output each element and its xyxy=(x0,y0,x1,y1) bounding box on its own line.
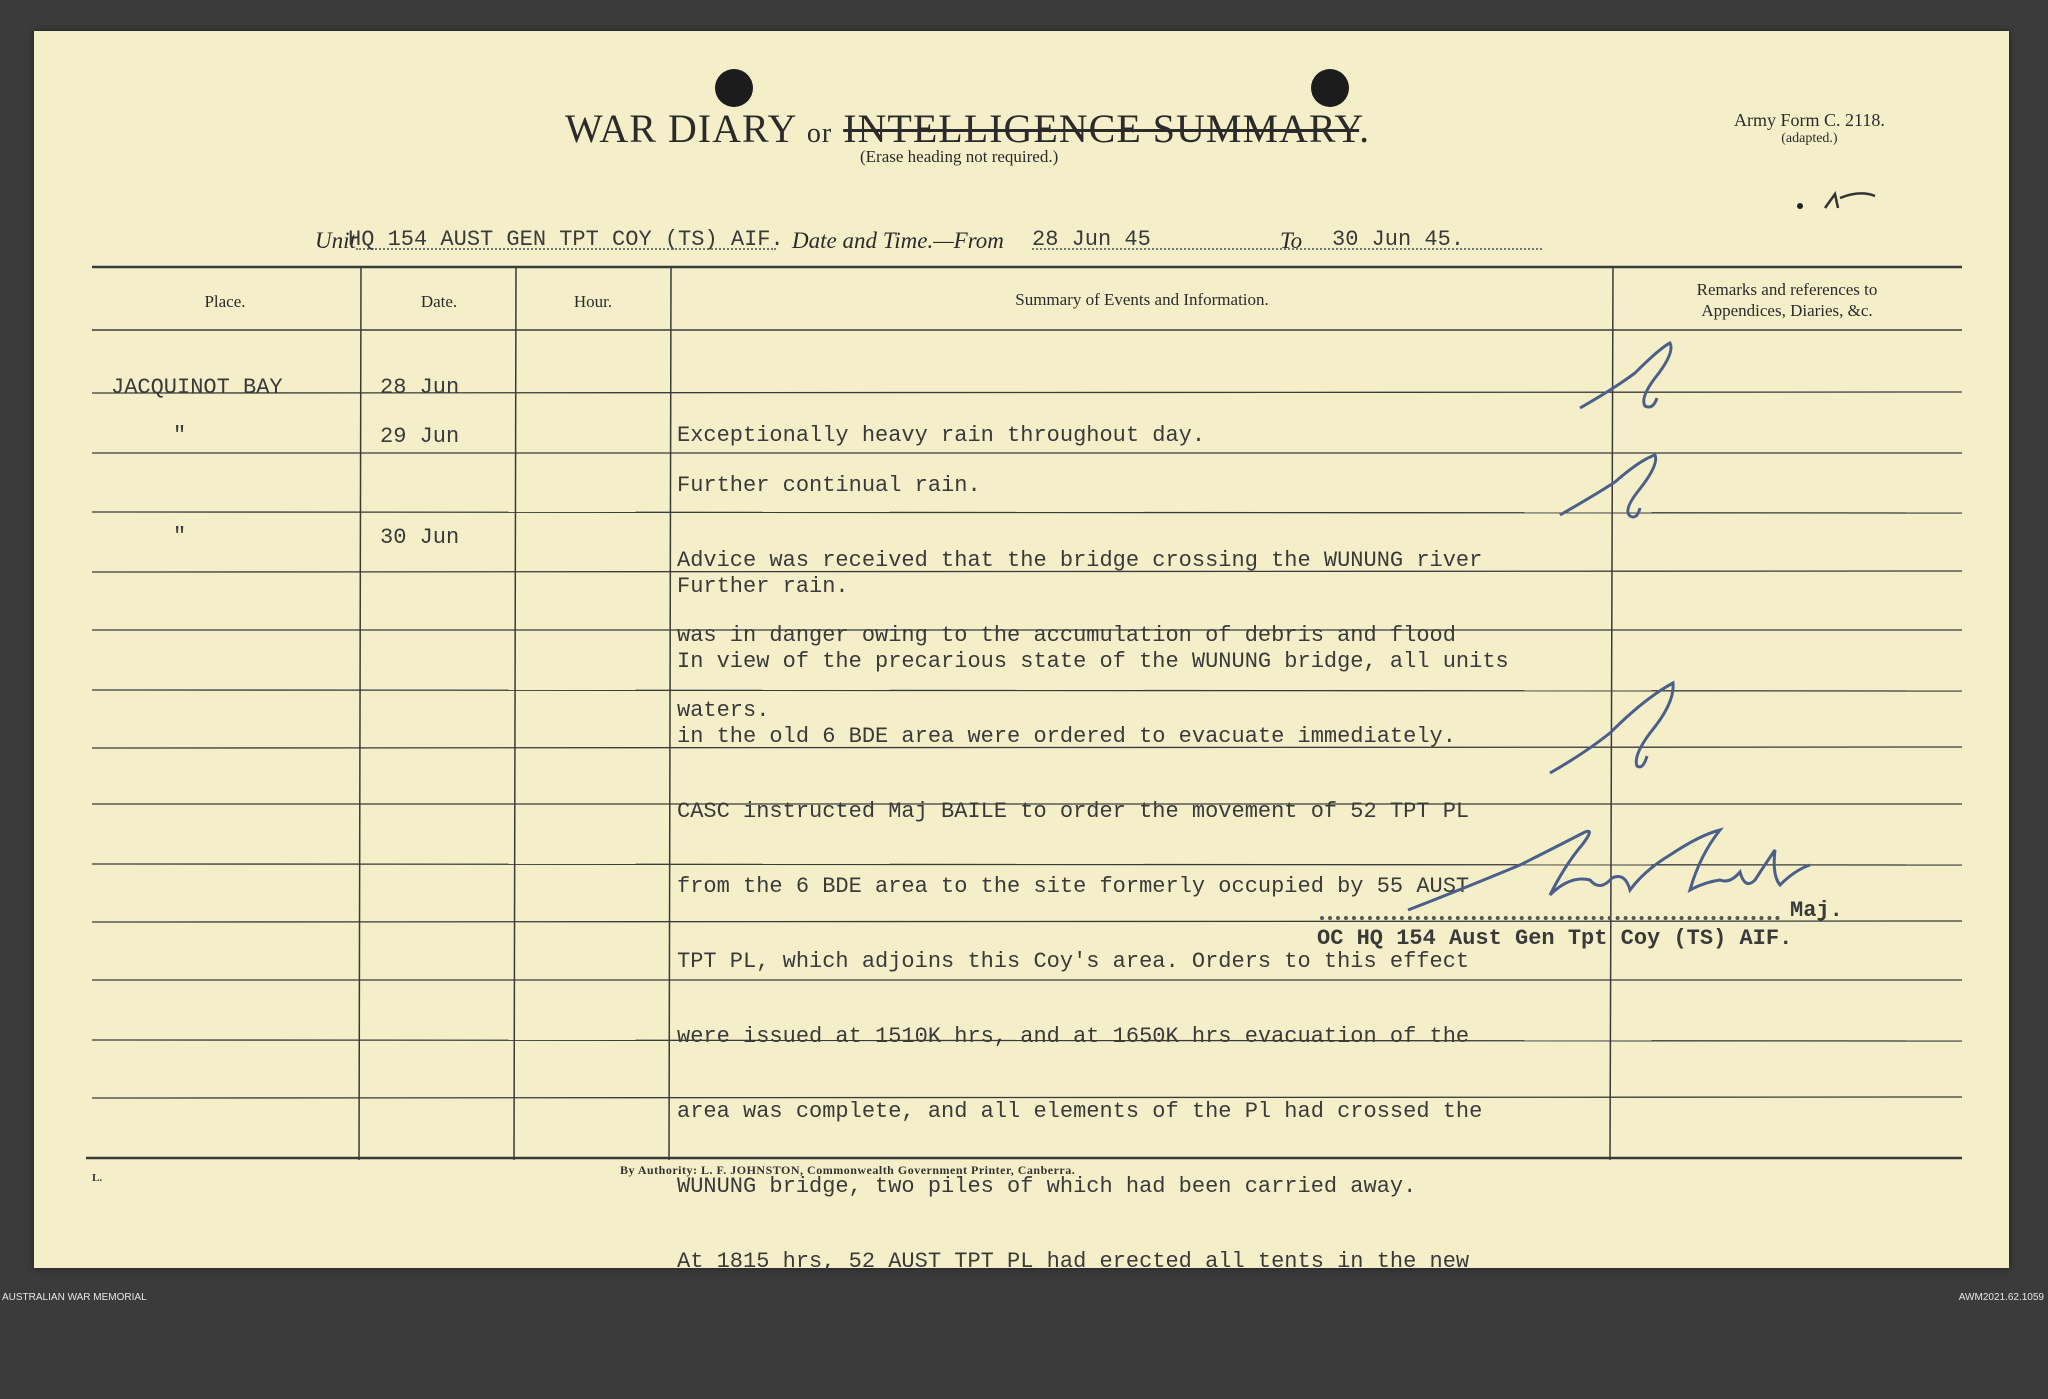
col-header-place: Place. xyxy=(204,292,246,311)
summary-line: TPT PL, which adjoins this Coy's area. Orders to this effect xyxy=(677,949,1470,974)
initials-signature-icon xyxy=(1575,338,1695,418)
army-form-sub: (adapted.) xyxy=(1781,131,1838,146)
remarks-line-2: Appendices, Diaries, &c. xyxy=(1701,301,1873,320)
entry-date: 29 Jun xyxy=(380,424,460,449)
entry-place: " xyxy=(173,524,187,549)
entry-date: 30 Jun xyxy=(380,525,460,550)
initials-signature-icon xyxy=(1545,678,1685,778)
col-header-remarks xyxy=(1612,279,1962,321)
title-end: . xyxy=(1359,106,1371,151)
summary-line: waters. xyxy=(677,698,770,723)
form-code: L. xyxy=(92,1172,103,1184)
erase-note: (Erase heading not required.) xyxy=(860,147,1059,166)
signoff-title: OC HQ 154 Aust Gen Tpt Coy (TS) AIF. xyxy=(1317,926,1793,951)
title-struck: INTELLIGENCE SUMMARY xyxy=(843,106,1360,151)
remarks-line-1: Remarks and references to xyxy=(1696,280,1878,299)
initials-signature-icon xyxy=(1555,450,1675,530)
summary-line: Further continual rain. xyxy=(677,473,981,498)
signature-dotted-line xyxy=(1320,916,1780,920)
summary-line: In view of the precarious state of the WUNUNG bridge, all units xyxy=(677,649,1509,674)
col-header-hour: Hour. xyxy=(573,292,613,311)
summary-line: At 1815 hrs, 52 AUST TPT PL had erected all tents in the new xyxy=(677,1249,1470,1274)
entry-place: JACQUINOT BAY xyxy=(111,375,283,400)
title-or: or xyxy=(806,118,833,149)
summary-line: Further rain. xyxy=(677,574,849,599)
col-header-summary: Summary of Events and Information. xyxy=(1015,290,1269,309)
entry-place: " xyxy=(173,423,187,448)
unit-label: Unit xyxy=(315,228,356,253)
title-main: WAR DIARY xyxy=(565,106,796,151)
entry-date: 28 Jun xyxy=(380,375,460,400)
printer-authority: By Authority: L. F. JOHNSTON, Commonwealth Government Printer, Canberra. xyxy=(620,1163,1076,1177)
summary-line: CASC instructed Maj BAILE to order the movement of 52 TPT PL xyxy=(677,799,1470,824)
summary-line: in the old 6 BDE area were ordered to evacuate immediately. xyxy=(677,724,1456,749)
archive-reference: AWM2021.62.1059 xyxy=(1958,1292,2044,1303)
army-form-label: Army Form C. 2118. xyxy=(1734,110,1885,130)
to-label: To xyxy=(1280,228,1303,253)
datetime-label: Date and Time.—From xyxy=(792,228,1004,253)
entry-summary xyxy=(677,524,1509,1399)
unit-value: HQ 154 AUST GEN TPT COY (TS) AIF. xyxy=(348,227,784,252)
summary-line: area was complete, and all elements of the Pl had crossed the xyxy=(677,1099,1483,1124)
signoff-rank: Maj. xyxy=(1790,898,1843,923)
summary-line: from the 6 BDE area to the site formerly occupied by 55 AUST xyxy=(677,874,1470,899)
summary-line: WUNUNG bridge, two piles of which had been carried away. xyxy=(677,1174,1417,1199)
summary-line: was in danger owing to the accumulation of debris and flood xyxy=(677,623,1456,648)
summary-line: area. xyxy=(677,1324,744,1349)
summary-line: were issued at 1510K hrs, and at 1650K hrs evacuation of the xyxy=(677,1024,1470,1049)
officer-signature-icon xyxy=(1400,820,1820,920)
summary-line: Exceptionally heavy rain throughout day. xyxy=(677,423,1206,448)
archive-name: AUSTRALIAN WAR MEMORIAL xyxy=(2,1292,147,1303)
summary-line: Advice was received that the bridge crossing the WUNUNG river xyxy=(677,548,1483,573)
to-value: 30 Jun 45. xyxy=(1332,227,1465,252)
col-header-date: Date. xyxy=(420,292,458,311)
from-value: 28 Jun 45 xyxy=(1032,227,1151,252)
